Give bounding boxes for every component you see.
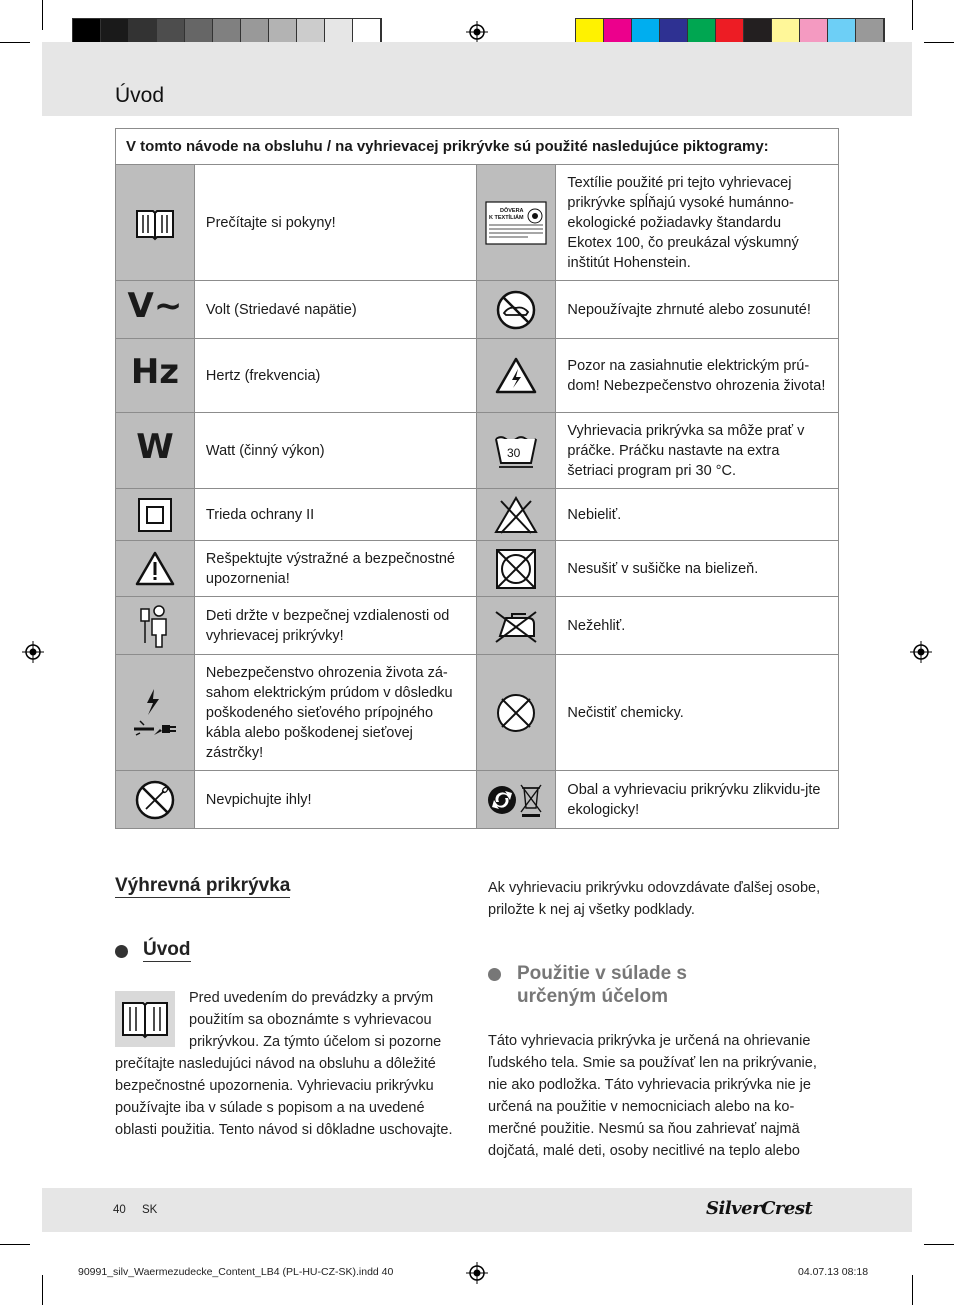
wash-30-icon [477,413,556,489]
keep-children-away-icon [116,597,195,655]
electric-shock-warning-icon [477,339,556,413]
pictogram-description: Nečistiť chemicky. [556,655,839,771]
bullet-dot [488,968,501,981]
heading-line: určeným účelom [517,986,668,1007]
language-code: SK [142,1204,158,1216]
table-row [116,489,839,541]
text-line: používajte iba v súlade s popisom a na uvedené [115,1100,425,1116]
intro-paragraph [115,1053,470,1141]
brand-logo: SilverCrest [706,1198,813,1219]
header-band [42,42,912,116]
crop-mark [0,1244,30,1245]
heading-line: Použitie v súlade s [517,963,687,984]
pictogram-description: Prečítajte si pokyny! [194,165,477,281]
crop-mark [924,42,954,43]
book-icon [115,991,175,1047]
crop-mark [912,1275,913,1305]
pictogram-description: Nevpichujte ihly! [194,771,477,829]
text-line: nie ako podložka. Táto vyhrievacia prikrývka nie je [488,1077,811,1093]
table-row [116,771,839,829]
pictogram-description: Nebieliť. [556,489,839,541]
pictogram-description: Rešpektujte výstražné a bezpečnostné upozornenia! [194,541,477,597]
intended-use-paragraph [488,1030,843,1162]
warning-triangle-icon [116,541,195,597]
text-line: prečítajte nasledujúci návod na obsluhu a dôležité [115,1056,436,1072]
table-row [116,339,839,413]
text-line: Táto vyhrievacia prikrývka je určená na ohrievanie [488,1033,811,1049]
intro-paragraph-indented [189,987,469,1053]
bullet-dot [115,945,128,958]
no-iron-icon [477,597,556,655]
subsection-heading [143,939,191,961]
text-line: Ak vyhrievaciu prikrývku odovzdávate ďalšej osobe, [488,880,821,896]
pictogram-description: Nebezpečenstvo ohrozenia života zá-sahom elektrickým prúdom v dôsledku poškodeného sieťového prípojného kábla alebo poškodenej sieťovej zástrčky! [194,655,477,771]
slug-file-info: 90991_silv_Waermezudecke_Content_LB4 (PL-HU-CZ-SK).indd 40 [78,1266,394,1278]
volt-symbol-text: V~ [127,286,183,326]
registration-mark-icon [910,641,932,663]
oekotex-label-icon [477,165,556,281]
text-line: použitím sa oboznámte s vyhrievacou [189,1012,432,1028]
crop-mark [924,1244,954,1245]
text-line: dojčatá, malé deti, osoby necitlivé na teplo alebo [488,1143,800,1159]
registration-mark-icon [466,1262,488,1284]
table-row [116,541,839,597]
pictogram-description: Nežehliť. [556,597,839,655]
oekotex-label-line2: K TEXTÍLIÁM [489,214,524,221]
table-row [116,413,839,489]
pictogram-description: Nesušiť v sušičke na bielizeň. [556,541,839,597]
text-line: Pred uvedením do prevádzky a prvým [189,990,434,1006]
handover-paragraph [488,877,843,921]
no-tumble-dry-icon [477,541,556,597]
no-needles-icon [116,771,195,829]
pictogram-description: Watt (činný výkon) [194,413,477,489]
registration-mark-icon [22,641,44,663]
crop-mark [42,1275,43,1305]
registration-mark-icon [466,21,488,43]
no-dry-clean-icon [477,655,556,771]
pictogram-description: Vyhrievacia prikrývka sa môže prať v práčke. Práčku nastavte na extra šetriaci program pri 30 °C. [556,413,839,489]
text-line: ľudského tela. Smie sa používať len na prikrývanie, [488,1055,817,1071]
book-icon [116,165,195,281]
page-number: 40 [113,1204,126,1216]
text-line: prikrývkou. Za týmto účelom si pozorne [189,1034,442,1050]
pictogram-description: Hertz (frekvencia) [194,339,477,413]
text-line: bezpečnostné upozornenia. Vyhrievaciu prikrývku [115,1078,434,1094]
page-title: Úvod [115,84,165,107]
crop-mark [42,0,43,30]
section-heading [115,875,290,897]
table-heading: V tomto návode na obsluhu / na vyhrievacej prikrývke sú použité nasledujúce piktogramy: [116,129,839,165]
slug-date: 04.07.13 08:18 [798,1266,869,1278]
oekotex-label-line1: DÔVERA [500,207,524,214]
protection-class-ii-icon [116,489,195,541]
section-heading-text: Výhrevná prikrývka [115,875,291,896]
pictogram-description: Deti držte v bezpečnej vzdialenosti od vyhrievacej prikrývky! [194,597,477,655]
pictogram-description: Nepoužívajte zhrnuté alebo zosunuté! [556,281,839,339]
volt-symbol [116,281,195,339]
recycle-icon [477,771,556,829]
table-row [116,597,839,655]
subsection-heading-text: Úvod [143,939,191,960]
pictogram-description: Trieda ochrany II [194,489,477,541]
pictogram-description: Volt (Striedavé napätie) [194,281,477,339]
text-line: určená na použitie v nemocniciach alebo na ko- [488,1099,795,1115]
text-line: merčné použitie. Nesmú sa ňou zahrievať najmä [488,1121,800,1137]
damaged-cable-icon [116,655,195,771]
hertz-symbol-text: Hz [130,352,180,392]
pictogram-description: Obal a vyhrievaciu prikrývku zlikvidu-jte ekologicky! [556,771,839,829]
wash-temperature: 30 [507,445,521,460]
pictogram-description: Textílie použité pri tejto vyhrievacej prikrývke spĺňajú vysoké humánno-ekologické požiadavky štandardu Ekotex 100, čo preukázal výskumný inštitút Hohenstein. [556,165,839,281]
text-line: oblasti použitia. Tento návod si dôkladne uschovajte. [115,1122,453,1138]
watt-symbol [116,413,195,489]
text-line: priložte k nej aj všetky podklady. [488,902,695,918]
watt-symbol-text: W [136,427,174,467]
no-folded-icon [477,281,556,339]
table-row [116,165,839,281]
table-row [116,655,839,771]
crop-mark [0,42,30,43]
crop-mark [912,0,913,30]
pictogram-description: Pozor na zasiahnutie elektrickým prú-dom! Nebezpečenstvo ohrozenia života! [556,339,839,413]
pictogram-table [115,128,839,829]
table-header-row [116,129,839,165]
intended-use-heading [517,962,687,1008]
hertz-symbol [116,339,195,413]
table-row [116,281,839,339]
no-bleach-icon [477,489,556,541]
